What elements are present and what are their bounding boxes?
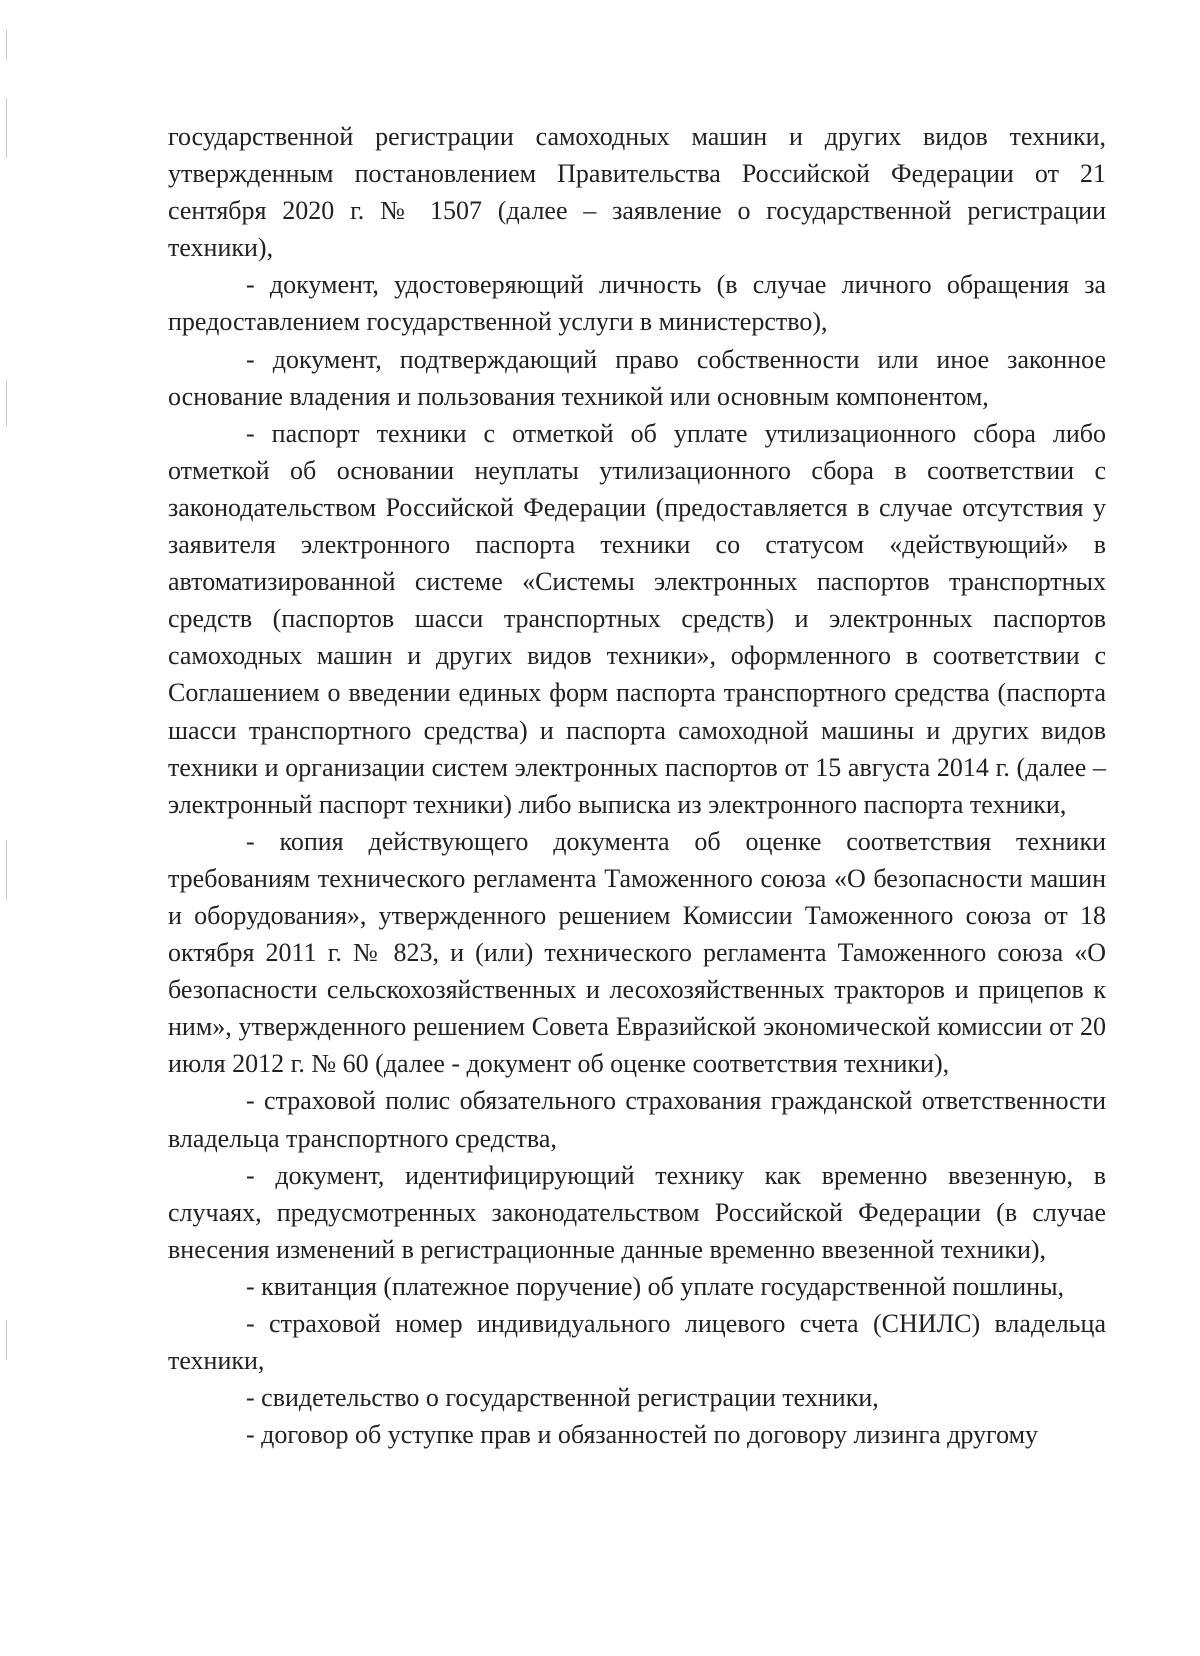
scan-edge-mark	[6, 840, 7, 900]
list-item-identity-document: - документ, удостоверяющий личность (в случае личного обращения за предоставлением государственной услуги в министерство),	[168, 270, 1106, 337]
paragraph-registration-application: государственной регистрации самоходных машин и других видов техники, утвержденным постановлением Правительства Российской Федерации от 21 сентября 2020 г. № 1507 (далее – заявление о государственной регистрации техники),	[168, 122, 1106, 263]
list-item-conformity-document: - копия действующего документа об оценке соответствия техники требованиям технического регламента Таможенного союза «О безопасности машин и оборудования», утвержденного решением Комиссии Таможенного союза от 18 октября 2011 г. № 823, и (или) технического регламента Таможенного союза «О безопасности сельскохозяйственных и лесохозяйственных тракторов и прицепов к ним», утвержденного решением Совета Евразийской экономической комиссии от 20 июля 2012 г. № 60 (далее - документ об оценке соответствия техники),	[168, 826, 1106, 1079]
document-body	[168, 118, 1106, 1453]
scan-edge-mark	[6, 1320, 7, 1360]
list-item-leasing-assignment: - договор об уступке прав и обязанностей по договору лизинга другому	[246, 1420, 1039, 1450]
list-item-fee-receipt: - квитанция (платежное поручение) об уплате государственной пошлины,	[246, 1271, 1065, 1301]
list-item-temporary-import-document: - документ, идентифицирующий технику как временно ввезенную, в случаях, предусмотренных законодательством Российской Федерации (в случае внесения изменений в регистрационные данные временно ввезенной техники),	[168, 1160, 1106, 1264]
scan-edge-mark	[6, 98, 7, 158]
scan-edge-mark	[6, 30, 7, 60]
list-item-ownership-document: - документ, подтверждающий право собственности или иное законное основание владения и пользования техникой или основным компонентом,	[168, 344, 1106, 411]
list-item-snils: - страховой номер индивидуального лицевого счета (СНИЛС) владельца техники,	[168, 1309, 1106, 1376]
list-item-registration-certificate: - свидетельство о государственной регистрации техники,	[246, 1383, 879, 1413]
scan-edge-mark	[6, 380, 7, 426]
list-item-insurance-policy: - страховой полис обязательного страхования гражданской ответственности владельца транспортного средства,	[168, 1086, 1106, 1153]
list-item-equipment-passport: - паспорт техники с отметкой об уплате утилизационного сбора либо отметкой об основании неуплаты утилизационного сбора в соответствии с законодательством Российской Федерации (предоставляется в случае отсутствия у заявителя электронного паспорта техники со статусом «действующий» в автоматизированной системе «Системы электронных паспортов транспортных средств (паспортов шасси транспортных средств) и электронных паспортов самоходных машин и других видов техники», оформленного в соответствии с Соглашением о введении единых форм паспорта транспортного средства (паспорта шасси транспортного средства) и паспорта самоходной машины и других видов техники и организации систем электронных паспортов от 15 августа 2014 г. (далее – электронный паспорт техники) либо выписка из электронного паспорта техники,	[168, 418, 1106, 819]
